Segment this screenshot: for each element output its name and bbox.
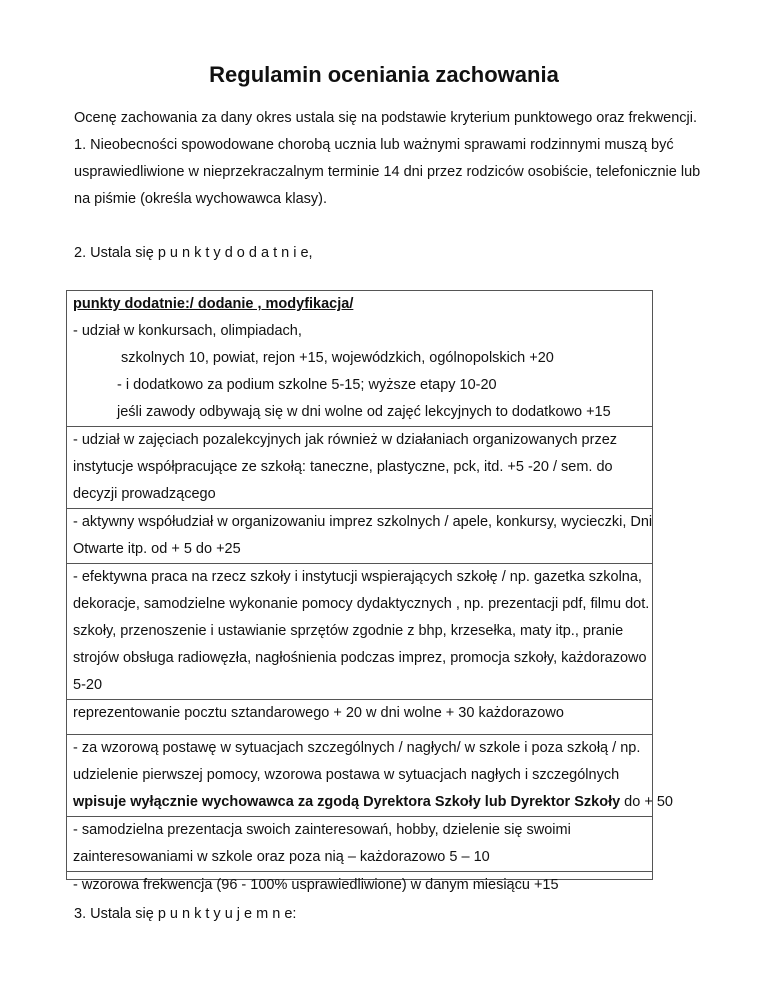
attitude-line-2: udzielenie pierwszej pomocy, wzorowa postawa w sytuacjach nagłych i szczególnych <box>73 767 620 783</box>
table-row-interests <box>67 817 652 872</box>
banner-guard-line: reprezentowanie pocztu sztandarowego + 20 w dni wolne + 30 każdorazowo <box>73 705 564 721</box>
contests-line-4: jeśli zawody odbywają się w dni wolne od zajęć lekcyjnych to dodatkowo +15 <box>117 404 611 420</box>
attitude-line-1: - za wzorową postawę w sytuacjach szczególnych / nagłych/ w szkole i poza szkołą / np. <box>73 740 641 756</box>
table-row-events <box>67 509 652 564</box>
point3-heading: 3. Ustala się p u n k t y u j e m n e: <box>74 906 297 922</box>
table-heading: punkty dodatnie:/ dodanie , modyfikacja/ <box>73 296 354 312</box>
table-row-extracurricular <box>67 427 652 509</box>
table-row-school-work <box>67 564 652 700</box>
positive-points-table <box>66 290 673 893</box>
interests-line-1: - samodzielna prezentacja swoich zainteresowań, hobby, dzielenie się swoimi <box>73 822 571 838</box>
document-title: Regulamin oceniania zachowania <box>209 62 559 87</box>
contests-line-1: - udział w konkursach, olimpiadach, <box>73 323 302 339</box>
attitude-bold-text: wpisuje wyłącznie wychowawca za zgodą Dyrektora Szkoły lub Dyrektor Szkoły <box>73 794 621 810</box>
contests-line-3: - i dodatkowo za podium szkolne 5-15; wyższe etapy 10-20 <box>117 377 497 393</box>
point2-heading: 2. Ustala się p u n k t y d o d a t n i e, <box>74 245 313 261</box>
contests-line-2: szkolnych 10, powiat, rejon +15, wojewódzkich, ogólnopolskich +20 <box>121 350 554 366</box>
events-line-2: Otwarte itp. od + 5 do +25 <box>73 541 241 557</box>
attendance-line: - wzorowa frekwencja (96 - 100% usprawiedliwione) w danym miesiącu +15 <box>73 877 559 893</box>
point1-line-1: 1. Nieobecności spowodowane chorobą ucznia lub ważnymi sprawami rodzinnymi muszą być <box>74 137 674 153</box>
school-work-line-4: strojów obsługa radiowęzła, nagłośnienia podczas imprez, promocja szkoły, każdorazowo <box>73 650 647 666</box>
intro-paragraph: Ocenę zachowania za dany okres ustala się na podstawie kryterium punktowego oraz frekwencji. <box>74 110 698 126</box>
extracurricular-line-2: instytucje współpracujące ze szkołą: taneczne, plastyczne, pck, itd. +5 -20 / sem. do <box>73 459 613 475</box>
school-work-line-1: - efektywna praca na rzecz szkoły i instytucji wspierających szkołę / np. gazetka szkolna, <box>73 569 642 585</box>
point1-line-2: usprawiedliwione w nieprzekraczalnym terminie 14 dni przez rodziców osobiście, telefonicznie lub <box>74 164 701 180</box>
attitude-line-3 <box>73 789 673 816</box>
school-work-line-2: dekoracje, samodzielne wykonanie pomocy dydaktycznych , np. prezentacji pdf, filmu dot. <box>73 596 650 612</box>
extracurricular-line-3: decyzji prowadzącego <box>73 486 216 502</box>
table-row-banner-guard <box>67 700 652 735</box>
attitude-points-text: do + 50 <box>620 794 673 810</box>
table-row-exemplary-attitude <box>67 735 673 817</box>
school-work-line-3: szkoły, przenoszenie i ustawianie sprzętów zgodnie z bhp, krzesełka, maty itp., pranie <box>73 623 624 639</box>
table-row-attendance <box>67 872 652 906</box>
table-row-contests <box>67 291 652 427</box>
point1-line-3: na piśmie (określa wychowawca klasy). <box>74 191 328 207</box>
events-line-1: - aktywny współudział w organizowaniu imprez szkolnych / apele, konkursy, wycieczki, Dni <box>73 514 653 530</box>
school-work-line-5: 5-20 <box>73 677 103 693</box>
interests-line-2: zainteresowaniami w szkole oraz poza nią – każdorazowo 5 – 10 <box>73 849 490 865</box>
extracurricular-line-1: - udział w zajęciach pozalekcyjnych jak również w działaniach organizowanych przez <box>73 432 618 448</box>
